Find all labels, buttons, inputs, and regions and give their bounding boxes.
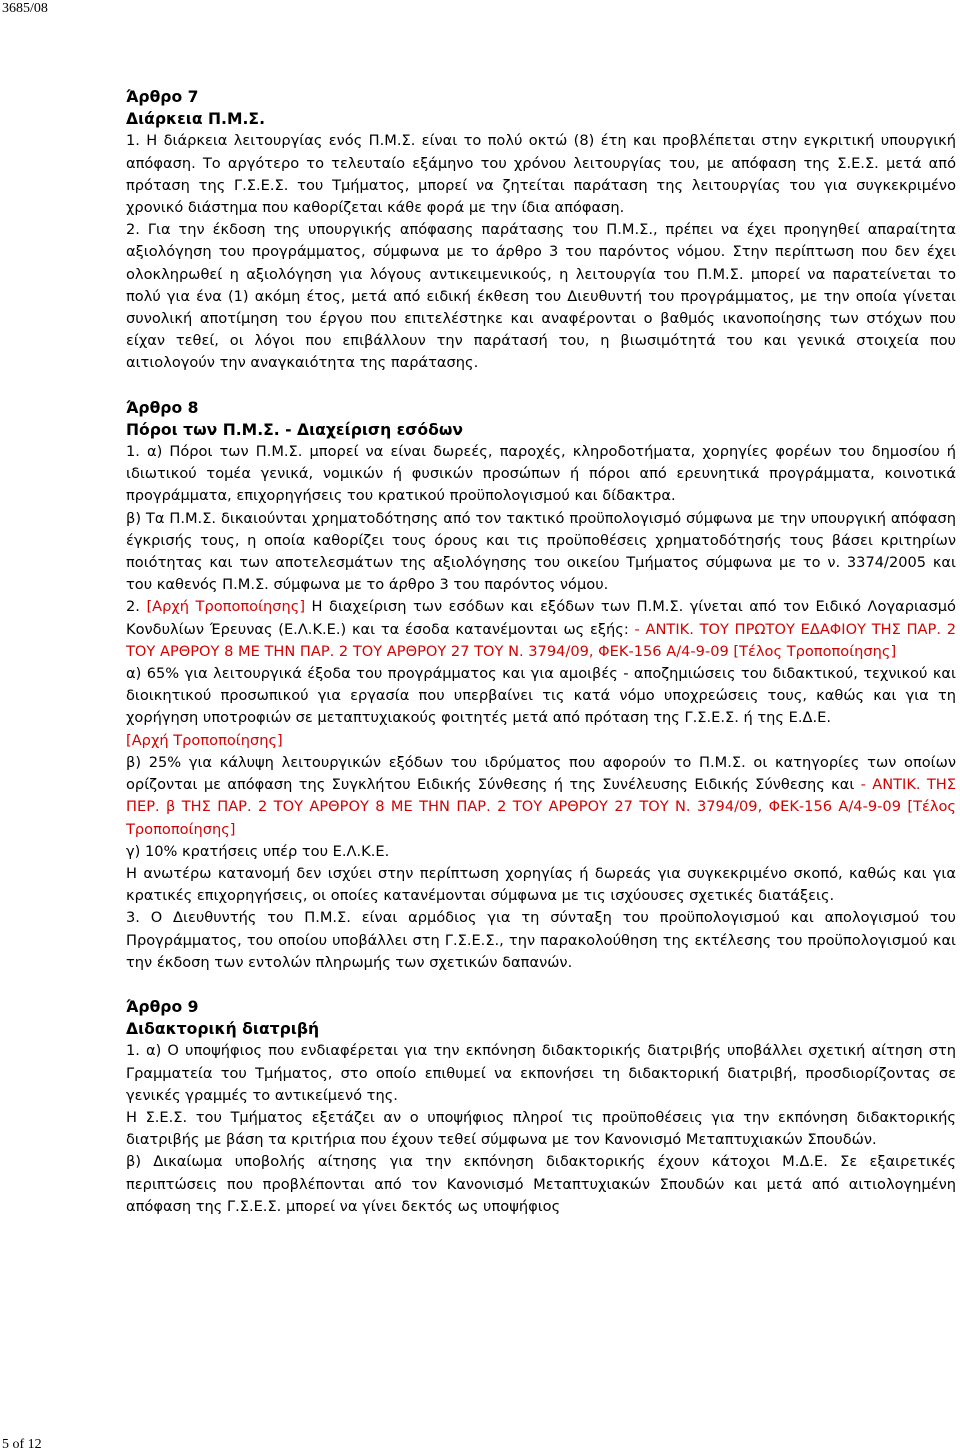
paragraph: 2. Για την έκδοση της υπουργικής απόφασης παράτασης του Π.Μ.Σ., πρέπει να έχει προηγηθεί απαραίτητα αξιολόγηση του προγράμματος, σύμφωνα με το άρθρο 3 του παρόντος νόμου. Στην περίπτωση που δεν έχει ολοκληρωθεί η αξιολόγηση για λόγους αντικειμενικούς, η λειτουργία του Π.Μ.Σ. μπορεί να παρατείνεται το πολύ για ένα (1) ακόμη έτος, μετά από ειδική έκθεση του Διευθυντή του προγράμματος, με την οποία γίνεται συνολική αποτίμηση του έργου που επιτελέστηκε και αναφέρονται ο βαθμός ικανοποίησης των στόχων που είχαν τεθεί, οι λόγοι που επιβάλλουν την παράτασή του, η βιωσιμότητά του και γενικά στοιχεία που αιτιολογούν την αναγκαιότητα της παράτασης. [126,221,956,372]
amendment-start-marker: [Αρχή Τροποποίησης] [146,598,306,616]
amended-paragraph [126,596,956,663]
document-body [126,86,956,1218]
paragraph: 1. α) Πόροι των Π.Μ.Σ. μπορεί να είναι δωρεές, παροχές, κληροδοτήματα, χορηγίες φορέων του δημοσίου ή ιδιωτικού τομέα γενικά, νομικών ή φυσικών προσώπων ή πόροι από ερευνητικά προγράμματα, κοινοτικά προγράμματα, επιχορηγήσεις του κρατικού προϋπολογισμού και δίδακτρα. [126,443,956,505]
paragraph-text: β) 25% για κάλυψη λειτουργικών εξόδων του ιδρύματος που αφορούν το Π.Μ.Σ. οι κατηγορίες των οποίων ορίζονται με απόφαση της Συγκλήτου Ειδικής Σύνθεσης ή της Συνέλευσης Ειδικής Σύνθεσης και [126,753,956,794]
article-9 [126,996,956,1218]
article-title: Διάρκεια Π.Μ.Σ. [126,110,265,129]
article-8 [126,397,956,974]
article-title: Πόροι των Π.Μ.Σ. - Διαχείριση εσόδων [126,420,464,439]
paragraph-text: Η διαχείριση των εσόδων και εξόδων των Π.Μ.Σ. γίνεται από τον Ειδικό Λογαριασμό Κονδυλίων Έρευνας (Ε.Λ.Κ.Ε.) και τα έσοδα κατανέμονται ως εξής: [126,598,956,638]
amendment-note: - ΑΝΤΙΚ. ΤΗΣ ΠΕΡ. β ΤΗΣ ΠΑΡ. 2 ΤΟΥ ΑΡΘΡΟΥ 8 ΜΕ ΤΗΝ ΠΑΡ. 2 ΤΟΥ ΑΡΘΡΟΥ 27 ΤΟΥ Ν. 3794/09, ΦΕΚ-156 Α/4-9-09 [Τέλος Τροποποίησης] [126,776,956,838]
paragraph: Η ανωτέρω κατανομή δεν ισχύει στην περίπτωση χορηγίας ή δωρεάς για συγκεκριμένο σκοπό, καθώς και για κρατικές επιχορηγήσεις, οι οποίες κατανέμονται σύμφωνα με τις ισχύουσες σχετικές διατάξεις. [126,864,956,905]
amended-paragraph [126,752,956,841]
paragraph: 3. Ο Διευθυντής του Π.Μ.Σ. είναι αρμόδιος για τη σύνταξη του προϋπολογισμού και απολογισμού του Προγράμματος, του οποίου υποβάλλει στη Γ.Σ.Ε.Σ., την παρακολούθηση της εκτέλεσης του προϋπολογισμού και την έκδοση των εντολών πληρωμής των σχετικών δαπανών. [126,909,956,971]
paragraph-number: 2. [126,598,147,616]
amendment-start-marker: [Αρχή Τροποποίησης] [126,731,283,749]
paragraph: 1. Η διάρκεια λειτουργίας ενός Π.Μ.Σ. είναι το πολύ οκτώ (8) έτη και προβλέπεται στην εγκριτική υπουργική απόφαση. Το αργότερο το τελευταίο εξάμηνο του χρόνου λειτουργίας του, με απόφαση της Σ.Ε.Σ. μετά από πρόταση της Γ.Σ.Ε.Σ. του Τμήματος, μπορεί να ζητείται παράταση της λειτουργίας του για συγκεκριμένο χρονικό διάστημα που καθορίζεται κάθε φορά με την ίδια απόφαση. [126,132,956,217]
article-7 [126,86,956,375]
paragraph: β) Τα Π.Μ.Σ. δικαιούνται χρηματοδότησης από τον τακτικό προϋπολογισμό σύμφωνα με την υπουργική απόφαση έγκρισής τους, η οποία καθορίζει τους όρους και τις προϋποθέσεις χρηματοδότησής τους βάσει κριτηρίων ποιότητας και των αποτελεσμάτων της αξιολόγησης του οικείου Τμήματος σύμφωνα με το ν. 3374/2005 και του καθενός Π.Μ.Σ. σύμφωνα με το άρθρο 3 του παρόντος νόμου. [126,509,956,594]
amendment-marker-line [126,730,956,752]
article-number: Άρθρο 7 [126,88,199,106]
document-reference: 3685/08 [2,1,48,16]
paragraph: γ) 10% κρατήσεις υπέρ του Ε.Λ.Κ.Ε. [126,842,390,860]
article-title: Διδακτορική διατριβή [126,1020,320,1039]
article-number: Άρθρο 9 [126,997,199,1016]
paragraph: β) Δικαίωμα υποβολής αίτησης για την εκπόνηση διδακτορικής έχουν κάτοχοι Μ.Δ.Ε. Σε εξαιρετικές περιπτώσεις που προβλέπονται από τον Κανονισμό Μεταπτυχιακών Σπουδών και μετά από αιτιολογημένη απόφαση της Γ.Σ.Ε.Σ. μπορεί να γίνει δεκτός ως υποψήφιος [126,1153,956,1215]
paragraph: α) 65% για λειτουργικά έξοδα του προγράμματος και για αμοιβές - αποζημιώσεις του διδακτικού, τεχνικού και διοικητικού προσωπικού για εργασία που υπερβαίνει τις κατά νόμο υποχρεώσεις τους, καθώς και για τη χορήγηση υποτροφιών σε μεταπτυχιακούς φοιτητές μετά από πρόταση της Γ.Σ.Ε.Σ. ή της Ε.Δ.Ε. [126,665,956,727]
article-number: Άρθρο 8 [126,398,199,417]
amendment-note: - ΑΝΤΙΚ. ΤΟΥ ΠΡΩΤΟΥ ΕΔΑΦΙΟΥ ΤΗΣ ΠΑΡ. 2 ΤΟΥ ΑΡΘΡΟΥ 8 ΜΕ ΤΗΝ ΠΑΡ. 2 ΤΟΥ ΑΡΘΡΟΥ 27 ΤΟΥ Ν. 3794/09, ΦΕΚ-156 Α/4-9-09 [Τέλος Τροποποίησης] [126,620,956,660]
paragraph: 1. α) Ο υποψήφιος που ενδιαφέρεται για την εκπόνηση διδακτορικής διατριβής υποβάλλει σχετική αίτηση στη Γραμματεία του Τμήματος, στο οποίο επιθυμεί να εκπονήσει τη διδακτορική διατριβή, προσδιορίζοντας σε γενικές γραμμές το αντικείμενό της. [126,1042,956,1104]
page-number: 5 of 12 [2,1437,42,1452]
paragraph: Η Σ.Ε.Σ. του Τμήματος εξετάζει αν ο υποψήφιος πληροί τις προϋποθέσεις για την εκπόνηση διδακτορικής διατριβής με βάση τα κριτήρια που έχουν τεθεί σύμφωνα με τον Κανονισμό Μεταπτυχιακών Σπουδών. [126,1108,956,1149]
